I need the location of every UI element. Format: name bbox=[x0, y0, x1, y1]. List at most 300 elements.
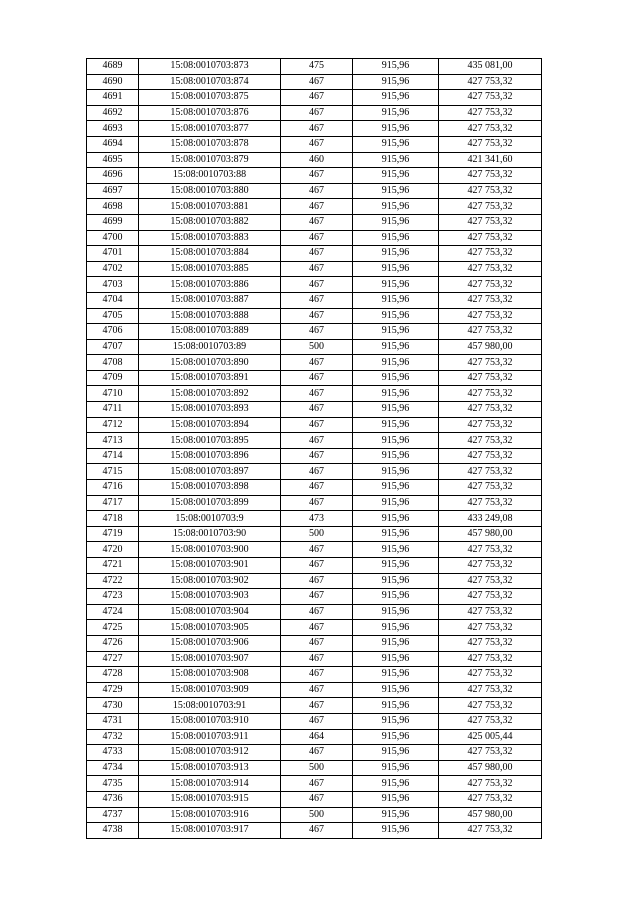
row-number-cell: 4700 bbox=[87, 230, 139, 246]
table-row bbox=[87, 589, 542, 605]
row-number-cell: 4731 bbox=[87, 713, 139, 729]
cadastral-number-cell: 15:08:0010703:882 bbox=[139, 214, 281, 230]
rate-cell: 915,96 bbox=[353, 308, 439, 324]
cost-cell: 427 753,32 bbox=[439, 214, 542, 230]
cost-cell: 427 753,32 bbox=[439, 713, 542, 729]
area-cell: 500 bbox=[281, 807, 353, 823]
rate-cell: 915,96 bbox=[353, 448, 439, 464]
table-row bbox=[87, 604, 542, 620]
area-cell: 467 bbox=[281, 682, 353, 698]
row-number-cell: 4710 bbox=[87, 386, 139, 402]
area-cell: 467 bbox=[281, 121, 353, 137]
area-cell: 467 bbox=[281, 199, 353, 215]
cost-cell: 427 753,32 bbox=[439, 183, 542, 199]
cadastral-number-cell: 15:08:0010703:912 bbox=[139, 745, 281, 761]
area-cell: 475 bbox=[281, 59, 353, 75]
table-row bbox=[87, 651, 542, 667]
rate-cell: 915,96 bbox=[353, 823, 439, 839]
cadastral-number-cell: 15:08:0010703:897 bbox=[139, 464, 281, 480]
cost-cell: 427 753,32 bbox=[439, 448, 542, 464]
cost-cell: 457 980,00 bbox=[439, 526, 542, 542]
area-cell: 460 bbox=[281, 152, 353, 168]
row-number-cell: 4712 bbox=[87, 417, 139, 433]
row-number-cell: 4690 bbox=[87, 74, 139, 90]
table-row bbox=[87, 526, 542, 542]
cost-cell: 427 753,32 bbox=[439, 651, 542, 667]
cost-cell: 427 753,32 bbox=[439, 542, 542, 558]
table-row bbox=[87, 386, 542, 402]
table-row bbox=[87, 542, 542, 558]
row-number-cell: 4720 bbox=[87, 542, 139, 558]
cost-cell: 427 753,32 bbox=[439, 620, 542, 636]
cadastral-number-cell: 15:08:0010703:899 bbox=[139, 495, 281, 511]
table-row bbox=[87, 74, 542, 90]
cadastral-number-cell: 15:08:0010703:914 bbox=[139, 776, 281, 792]
cadastral-number-cell: 15:08:0010703:9 bbox=[139, 511, 281, 527]
rate-cell: 915,96 bbox=[353, 277, 439, 293]
area-cell: 467 bbox=[281, 214, 353, 230]
area-cell: 467 bbox=[281, 620, 353, 636]
area-cell: 467 bbox=[281, 433, 353, 449]
cadastral-number-cell: 15:08:0010703:90 bbox=[139, 526, 281, 542]
rate-cell: 915,96 bbox=[353, 199, 439, 215]
table-row bbox=[87, 495, 542, 511]
table-row bbox=[87, 823, 542, 839]
area-cell: 467 bbox=[281, 355, 353, 371]
table-row bbox=[87, 402, 542, 418]
table-row bbox=[87, 246, 542, 262]
rate-cell: 915,96 bbox=[353, 635, 439, 651]
table-row bbox=[87, 355, 542, 371]
cadastral-number-cell: 15:08:0010703:88 bbox=[139, 168, 281, 184]
cost-cell: 427 753,32 bbox=[439, 667, 542, 683]
area-cell: 467 bbox=[281, 386, 353, 402]
table-row bbox=[87, 745, 542, 761]
table-body bbox=[87, 59, 542, 839]
area-cell: 467 bbox=[281, 495, 353, 511]
area-cell: 467 bbox=[281, 324, 353, 340]
rate-cell: 915,96 bbox=[353, 90, 439, 106]
area-cell: 467 bbox=[281, 635, 353, 651]
cadastral-number-cell: 15:08:0010703:916 bbox=[139, 807, 281, 823]
rate-cell: 915,96 bbox=[353, 651, 439, 667]
table-row bbox=[87, 308, 542, 324]
table-row bbox=[87, 791, 542, 807]
table-row bbox=[87, 448, 542, 464]
rate-cell: 915,96 bbox=[353, 526, 439, 542]
rate-cell: 915,96 bbox=[353, 791, 439, 807]
cadastral-number-cell: 15:08:0010703:913 bbox=[139, 760, 281, 776]
cadastral-number-cell: 15:08:0010703:891 bbox=[139, 370, 281, 386]
area-cell: 500 bbox=[281, 760, 353, 776]
cost-cell: 427 753,32 bbox=[439, 292, 542, 308]
rate-cell: 915,96 bbox=[353, 511, 439, 527]
rate-cell: 915,96 bbox=[353, 667, 439, 683]
rate-cell: 915,96 bbox=[353, 183, 439, 199]
row-number-cell: 4716 bbox=[87, 480, 139, 496]
cost-cell: 427 753,32 bbox=[439, 589, 542, 605]
table-row bbox=[87, 729, 542, 745]
table-row bbox=[87, 339, 542, 355]
cost-cell: 457 980,00 bbox=[439, 339, 542, 355]
row-number-cell: 4713 bbox=[87, 433, 139, 449]
table-row bbox=[87, 417, 542, 433]
area-cell: 467 bbox=[281, 136, 353, 152]
cost-cell: 433 249,08 bbox=[439, 511, 542, 527]
area-cell: 467 bbox=[281, 105, 353, 121]
area-cell: 467 bbox=[281, 651, 353, 667]
rate-cell: 915,96 bbox=[353, 355, 439, 371]
rate-cell: 915,96 bbox=[353, 74, 439, 90]
table-row bbox=[87, 682, 542, 698]
cadastral-number-cell: 15:08:0010703:878 bbox=[139, 136, 281, 152]
cadastral-number-cell: 15:08:0010703:89 bbox=[139, 339, 281, 355]
rate-cell: 915,96 bbox=[353, 760, 439, 776]
rate-cell: 915,96 bbox=[353, 542, 439, 558]
cost-cell: 427 753,32 bbox=[439, 90, 542, 106]
cost-cell: 427 753,32 bbox=[439, 74, 542, 90]
cadastral-number-cell: 15:08:0010703:905 bbox=[139, 620, 281, 636]
row-number-cell: 4727 bbox=[87, 651, 139, 667]
cost-cell: 427 753,32 bbox=[439, 791, 542, 807]
cadastral-number-cell: 15:08:0010703:892 bbox=[139, 386, 281, 402]
cadastral-number-cell: 15:08:0010703:886 bbox=[139, 277, 281, 293]
table-row bbox=[87, 152, 542, 168]
area-cell: 467 bbox=[281, 402, 353, 418]
area-cell: 500 bbox=[281, 526, 353, 542]
rate-cell: 915,96 bbox=[353, 776, 439, 792]
area-cell: 467 bbox=[281, 589, 353, 605]
cost-cell: 427 753,32 bbox=[439, 402, 542, 418]
cost-cell: 427 753,32 bbox=[439, 480, 542, 496]
rate-cell: 915,96 bbox=[353, 386, 439, 402]
cost-cell: 421 341,60 bbox=[439, 152, 542, 168]
cost-cell: 427 753,32 bbox=[439, 776, 542, 792]
cost-cell: 427 753,32 bbox=[439, 121, 542, 137]
area-cell: 467 bbox=[281, 698, 353, 714]
area-cell: 467 bbox=[281, 573, 353, 589]
row-number-cell: 4734 bbox=[87, 760, 139, 776]
cadastral-number-cell: 15:08:0010703:917 bbox=[139, 823, 281, 839]
rate-cell: 915,96 bbox=[353, 433, 439, 449]
rate-cell: 915,96 bbox=[353, 121, 439, 137]
rate-cell: 915,96 bbox=[353, 480, 439, 496]
area-cell: 467 bbox=[281, 292, 353, 308]
cost-cell: 427 753,32 bbox=[439, 246, 542, 262]
cost-cell: 427 753,32 bbox=[439, 370, 542, 386]
row-number-cell: 4699 bbox=[87, 214, 139, 230]
table-row bbox=[87, 168, 542, 184]
area-cell: 473 bbox=[281, 511, 353, 527]
rate-cell: 915,96 bbox=[353, 589, 439, 605]
area-cell: 467 bbox=[281, 667, 353, 683]
table-row bbox=[87, 620, 542, 636]
rate-cell: 915,96 bbox=[353, 402, 439, 418]
cost-cell: 427 753,32 bbox=[439, 464, 542, 480]
area-cell: 467 bbox=[281, 791, 353, 807]
row-number-cell: 4697 bbox=[87, 183, 139, 199]
row-number-cell: 4705 bbox=[87, 308, 139, 324]
row-number-cell: 4736 bbox=[87, 791, 139, 807]
table-row bbox=[87, 635, 542, 651]
table-row bbox=[87, 464, 542, 480]
rate-cell: 915,96 bbox=[353, 339, 439, 355]
cost-cell: 427 753,32 bbox=[439, 136, 542, 152]
area-cell: 467 bbox=[281, 90, 353, 106]
area-cell: 467 bbox=[281, 168, 353, 184]
row-number-cell: 4737 bbox=[87, 807, 139, 823]
rate-cell: 915,96 bbox=[353, 464, 439, 480]
table-row bbox=[87, 59, 542, 75]
rate-cell: 915,96 bbox=[353, 370, 439, 386]
cadastral-number-cell: 15:08:0010703:895 bbox=[139, 433, 281, 449]
table-row bbox=[87, 230, 542, 246]
rate-cell: 915,96 bbox=[353, 324, 439, 340]
area-cell: 467 bbox=[281, 370, 353, 386]
cadastral-number-cell: 15:08:0010703:893 bbox=[139, 402, 281, 418]
cost-cell: 427 753,32 bbox=[439, 433, 542, 449]
row-number-cell: 4709 bbox=[87, 370, 139, 386]
cadastral-number-cell: 15:08:0010703:873 bbox=[139, 59, 281, 75]
cadastral-number-cell: 15:08:0010703:876 bbox=[139, 105, 281, 121]
row-number-cell: 4711 bbox=[87, 402, 139, 418]
row-number-cell: 4722 bbox=[87, 573, 139, 589]
row-number-cell: 4730 bbox=[87, 698, 139, 714]
cadastral-number-cell: 15:08:0010703:885 bbox=[139, 261, 281, 277]
cost-cell: 427 753,32 bbox=[439, 495, 542, 511]
cadastral-number-cell: 15:08:0010703:904 bbox=[139, 604, 281, 620]
cost-cell: 427 753,32 bbox=[439, 324, 542, 340]
table-row bbox=[87, 667, 542, 683]
table-row bbox=[87, 370, 542, 386]
row-number-cell: 4708 bbox=[87, 355, 139, 371]
cadastral-number-cell: 15:08:0010703:894 bbox=[139, 417, 281, 433]
row-number-cell: 4726 bbox=[87, 635, 139, 651]
rate-cell: 915,96 bbox=[353, 417, 439, 433]
row-number-cell: 4691 bbox=[87, 90, 139, 106]
row-number-cell: 4732 bbox=[87, 729, 139, 745]
rate-cell: 915,96 bbox=[353, 698, 439, 714]
row-number-cell: 4696 bbox=[87, 168, 139, 184]
row-number-cell: 4724 bbox=[87, 604, 139, 620]
cadastral-number-cell: 15:08:0010703:889 bbox=[139, 324, 281, 340]
rate-cell: 915,96 bbox=[353, 807, 439, 823]
cost-cell: 427 753,32 bbox=[439, 308, 542, 324]
cadastral-number-cell: 15:08:0010703:890 bbox=[139, 355, 281, 371]
row-number-cell: 4694 bbox=[87, 136, 139, 152]
cost-cell: 427 753,32 bbox=[439, 230, 542, 246]
cost-cell: 427 753,32 bbox=[439, 277, 542, 293]
cadastral-number-cell: 15:08:0010703:888 bbox=[139, 308, 281, 324]
cost-cell: 427 753,32 bbox=[439, 604, 542, 620]
cadastral-number-cell: 15:08:0010703:875 bbox=[139, 90, 281, 106]
cadastral-number-cell: 15:08:0010703:903 bbox=[139, 589, 281, 605]
rate-cell: 915,96 bbox=[353, 495, 439, 511]
area-cell: 467 bbox=[281, 745, 353, 761]
cost-cell: 457 980,00 bbox=[439, 807, 542, 823]
table-row bbox=[87, 324, 542, 340]
cadastral-number-cell: 15:08:0010703:883 bbox=[139, 230, 281, 246]
row-number-cell: 4703 bbox=[87, 277, 139, 293]
cost-cell: 427 753,32 bbox=[439, 386, 542, 402]
cost-cell: 427 753,32 bbox=[439, 199, 542, 215]
table-row bbox=[87, 214, 542, 230]
row-number-cell: 4702 bbox=[87, 261, 139, 277]
rate-cell: 915,96 bbox=[353, 261, 439, 277]
area-cell: 467 bbox=[281, 713, 353, 729]
rate-cell: 915,96 bbox=[353, 292, 439, 308]
cost-cell: 427 753,32 bbox=[439, 558, 542, 574]
rate-cell: 915,96 bbox=[353, 573, 439, 589]
cost-cell: 427 753,32 bbox=[439, 823, 542, 839]
row-number-cell: 4698 bbox=[87, 199, 139, 215]
row-number-cell: 4692 bbox=[87, 105, 139, 121]
area-cell: 464 bbox=[281, 729, 353, 745]
table-row bbox=[87, 136, 542, 152]
area-cell: 467 bbox=[281, 464, 353, 480]
area-cell: 467 bbox=[281, 604, 353, 620]
row-number-cell: 4719 bbox=[87, 526, 139, 542]
row-number-cell: 4689 bbox=[87, 59, 139, 75]
cost-cell: 457 980,00 bbox=[439, 760, 542, 776]
cost-cell: 427 753,32 bbox=[439, 635, 542, 651]
row-number-cell: 4706 bbox=[87, 324, 139, 340]
rate-cell: 915,96 bbox=[353, 230, 439, 246]
rate-cell: 915,96 bbox=[353, 136, 439, 152]
table-row bbox=[87, 698, 542, 714]
cost-cell: 435 081,00 bbox=[439, 59, 542, 75]
area-cell: 467 bbox=[281, 74, 353, 90]
cadastral-number-cell: 15:08:0010703:898 bbox=[139, 480, 281, 496]
cost-cell: 427 753,32 bbox=[439, 261, 542, 277]
area-cell: 467 bbox=[281, 558, 353, 574]
row-number-cell: 4693 bbox=[87, 121, 139, 137]
cadastral-number-cell: 15:08:0010703:877 bbox=[139, 121, 281, 137]
cost-cell: 427 753,32 bbox=[439, 168, 542, 184]
table-row bbox=[87, 277, 542, 293]
rate-cell: 915,96 bbox=[353, 59, 439, 75]
cadastral-number-cell: 15:08:0010703:880 bbox=[139, 183, 281, 199]
cost-cell: 427 753,32 bbox=[439, 417, 542, 433]
table-row bbox=[87, 760, 542, 776]
rate-cell: 915,96 bbox=[353, 558, 439, 574]
row-number-cell: 4721 bbox=[87, 558, 139, 574]
cadastral-number-cell: 15:08:0010703:910 bbox=[139, 713, 281, 729]
land-plots-table bbox=[86, 58, 542, 839]
rate-cell: 915,96 bbox=[353, 745, 439, 761]
row-number-cell: 4728 bbox=[87, 667, 139, 683]
area-cell: 467 bbox=[281, 480, 353, 496]
area-cell: 467 bbox=[281, 183, 353, 199]
cadastral-number-cell: 15:08:0010703:906 bbox=[139, 635, 281, 651]
cost-cell: 427 753,32 bbox=[439, 698, 542, 714]
area-cell: 500 bbox=[281, 339, 353, 355]
rate-cell: 915,96 bbox=[353, 620, 439, 636]
table-row bbox=[87, 90, 542, 106]
table-row bbox=[87, 558, 542, 574]
row-number-cell: 4729 bbox=[87, 682, 139, 698]
table-row bbox=[87, 261, 542, 277]
area-cell: 467 bbox=[281, 230, 353, 246]
cost-cell: 427 753,32 bbox=[439, 745, 542, 761]
table-row bbox=[87, 776, 542, 792]
row-number-cell: 4733 bbox=[87, 745, 139, 761]
cadastral-number-cell: 15:08:0010703:896 bbox=[139, 448, 281, 464]
rate-cell: 915,96 bbox=[353, 214, 439, 230]
area-cell: 467 bbox=[281, 261, 353, 277]
cadastral-number-cell: 15:08:0010703:902 bbox=[139, 573, 281, 589]
area-cell: 467 bbox=[281, 246, 353, 262]
area-cell: 467 bbox=[281, 776, 353, 792]
cost-cell: 427 753,32 bbox=[439, 105, 542, 121]
table-row bbox=[87, 121, 542, 137]
area-cell: 467 bbox=[281, 823, 353, 839]
cost-cell: 427 753,32 bbox=[439, 682, 542, 698]
cadastral-number-cell: 15:08:0010703:901 bbox=[139, 558, 281, 574]
row-number-cell: 4718 bbox=[87, 511, 139, 527]
cadastral-number-cell: 15:08:0010703:879 bbox=[139, 152, 281, 168]
area-cell: 467 bbox=[281, 417, 353, 433]
cadastral-number-cell: 15:08:0010703:900 bbox=[139, 542, 281, 558]
cadastral-number-cell: 15:08:0010703:874 bbox=[139, 74, 281, 90]
row-number-cell: 4707 bbox=[87, 339, 139, 355]
row-number-cell: 4701 bbox=[87, 246, 139, 262]
cadastral-number-cell: 15:08:0010703:908 bbox=[139, 667, 281, 683]
cadastral-number-cell: 15:08:0010703:909 bbox=[139, 682, 281, 698]
area-cell: 467 bbox=[281, 308, 353, 324]
table-row bbox=[87, 199, 542, 215]
cost-cell: 427 753,32 bbox=[439, 573, 542, 589]
rate-cell: 915,96 bbox=[353, 152, 439, 168]
area-cell: 467 bbox=[281, 277, 353, 293]
row-number-cell: 4695 bbox=[87, 152, 139, 168]
area-cell: 467 bbox=[281, 542, 353, 558]
cadastral-number-cell: 15:08:0010703:915 bbox=[139, 791, 281, 807]
row-number-cell: 4723 bbox=[87, 589, 139, 605]
table-row bbox=[87, 713, 542, 729]
table-row bbox=[87, 573, 542, 589]
rate-cell: 915,96 bbox=[353, 246, 439, 262]
cost-cell: 425 005,44 bbox=[439, 729, 542, 745]
row-number-cell: 4714 bbox=[87, 448, 139, 464]
rate-cell: 915,96 bbox=[353, 682, 439, 698]
cadastral-number-cell: 15:08:0010703:884 bbox=[139, 246, 281, 262]
rate-cell: 915,96 bbox=[353, 168, 439, 184]
row-number-cell: 4704 bbox=[87, 292, 139, 308]
row-number-cell: 4738 bbox=[87, 823, 139, 839]
cost-cell: 427 753,32 bbox=[439, 355, 542, 371]
area-cell: 467 bbox=[281, 448, 353, 464]
cadastral-number-cell: 15:08:0010703:907 bbox=[139, 651, 281, 667]
table-row bbox=[87, 433, 542, 449]
row-number-cell: 4715 bbox=[87, 464, 139, 480]
row-number-cell: 4717 bbox=[87, 495, 139, 511]
cadastral-number-cell: 15:08:0010703:881 bbox=[139, 199, 281, 215]
table-row bbox=[87, 105, 542, 121]
cadastral-number-cell: 15:08:0010703:911 bbox=[139, 729, 281, 745]
table-row bbox=[87, 807, 542, 823]
rate-cell: 915,96 bbox=[353, 729, 439, 745]
row-number-cell: 4735 bbox=[87, 776, 139, 792]
cadastral-number-cell: 15:08:0010703:91 bbox=[139, 698, 281, 714]
table-row bbox=[87, 511, 542, 527]
table-row bbox=[87, 183, 542, 199]
rate-cell: 915,96 bbox=[353, 713, 439, 729]
table-row bbox=[87, 292, 542, 308]
row-number-cell: 4725 bbox=[87, 620, 139, 636]
rate-cell: 915,96 bbox=[353, 604, 439, 620]
cadastral-number-cell: 15:08:0010703:887 bbox=[139, 292, 281, 308]
